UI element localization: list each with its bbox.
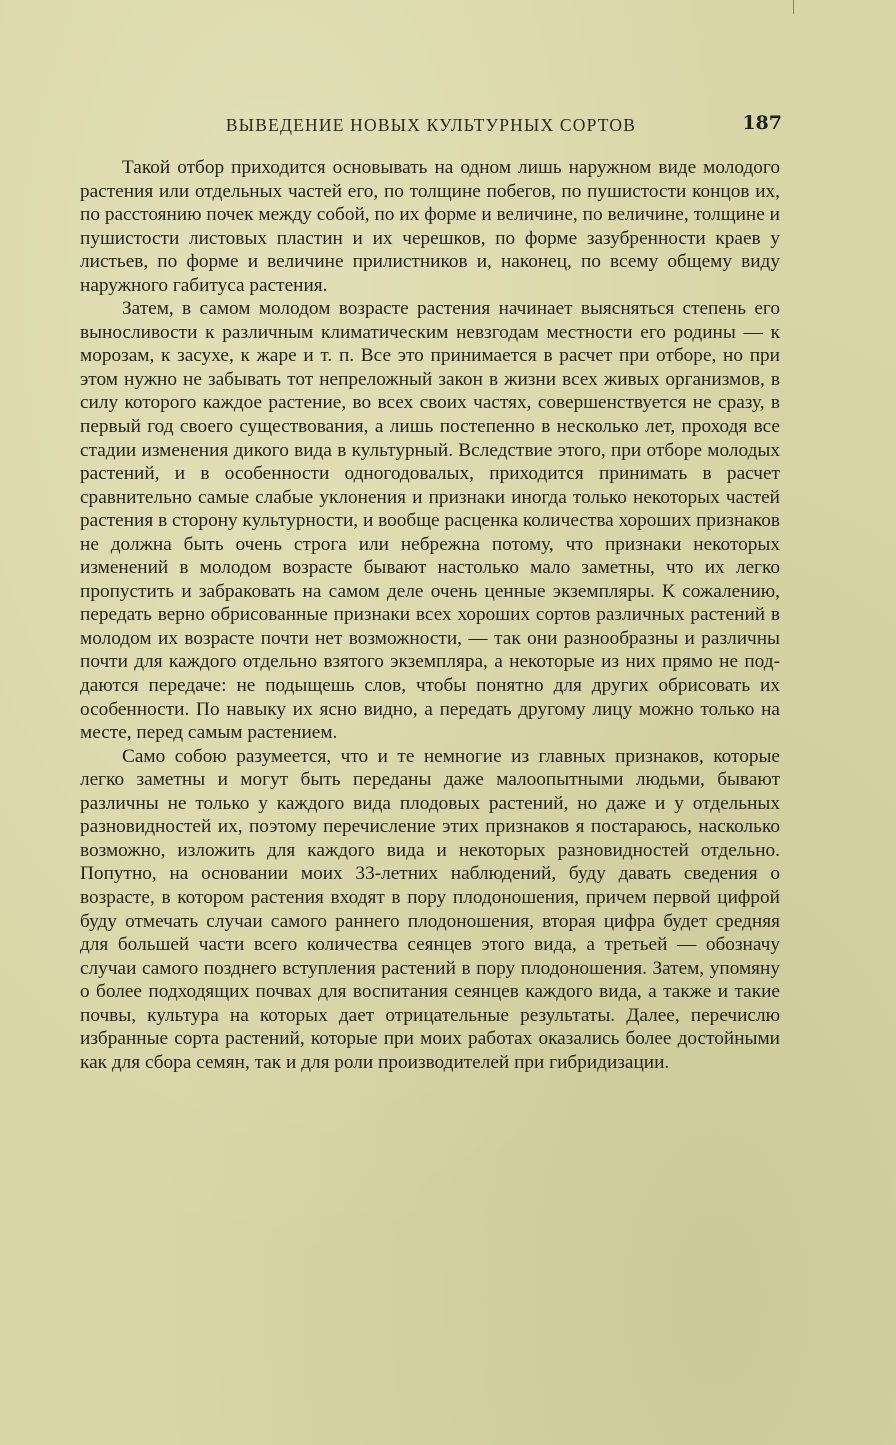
paragraph: Такой отбор приходится основывать на одном лишь наружном виде молодого растения или отдельных частей его, по толщине побегов, по пушистости концов их, по расстоянию почек между собой, по их форме и величине, по величине, толщине и пушистости листовых пластин и их черешков, по форме зазубренности краев у листьев, по форме и величине прилистников и, наконец, по всему общему виду наружного габитуса растения. xyxy=(80,157,780,296)
running-title: ВЫВЕДЕНИЕ НОВЫХ КУЛЬТУРНЫХ СОРТОВ xyxy=(225,115,637,135)
page-edge-mark xyxy=(793,0,794,14)
page-header xyxy=(80,112,782,138)
body-text xyxy=(80,156,780,1074)
page-number: 187 xyxy=(742,112,782,134)
paragraph: Затем, в самом молодом возрасте растения начинает выясняться степень его выносливости к различным климатическим невзгодам местности его родины — к морозам, к засухе, к жаре и т. п. Все это принимается в расчет при отборе, но при этом нужно не забывать тот непреложный закон в жизни всех живых организмов, в силу которого каждое растение, во всех своих частях, совершенствуется не сразу, в первый год своего существования, а лишь постепенно в несколько лет, проходя все стадии изменения дикого вида в культурный. Вследствие этого, при отборе молодых растений, и в особенности одногодовалых, приходится принимать в расчет сравнительно самые слабые уклонения и признаки иногда только некоторых частей растения в сторону культурности, и вообще расценка количества хороших признаков не должна быть очень строга или небрежна потому, что признаки некоторых изменений в молодом возрасте бывают настолько мало заметны, что их легко пропустить и забраковать на самом деле очень ценные экземпляры. К сожалению, передать верно обрисованные признаки всех хороших сортов различных растений в молодом их возрасте почти нет возможности, — так они разнообразны и различны почти для каждого отдельно взятого экземпляра, а некоторые из них прямо не поддаются передаче: не подыщешь слов, чтобы понятно для других обрисовать их особенности. По навыку их ясно видно, а передать другому лицу можно только на месте, перед самым растением. xyxy=(80,298,780,744)
paragraph: Само собою разумеется, что и те немногие из главных признаков, которые легко заметны и могут быть переданы даже малоопытными людьми, бывают различны не только у каждого вида плодовых растений, но даже и у отдельных разновидностей их, поэтому перечисление этих признаков я постараюсь, насколько возможно, изложить для каждого вида и некоторых разновидностей отдельно. Попутно, на основании моих 33-летних наблюдений, буду давать сведения о возрасте, в котором растения входят в пору плодоношения, причем первой цифрой буду отмечать случаи самого раннего плодоношения, вторая цифра будет средняя для большей части всего количества сеянцев этого вида, а третьей — обозначу случаи самого позднего вступления растений в пору плодоношения. Затем, упомяну о более подходящих почвах для воспитания сеянцев каждого вида, а также и такие почвы, культура на которых дает отрицательные результаты. Далее, перечислю избранные сорта растений, которые при моих работах оказались более достойными как для сбора семян, так и для роли производителей при гибридизации. xyxy=(80,745,780,1073)
